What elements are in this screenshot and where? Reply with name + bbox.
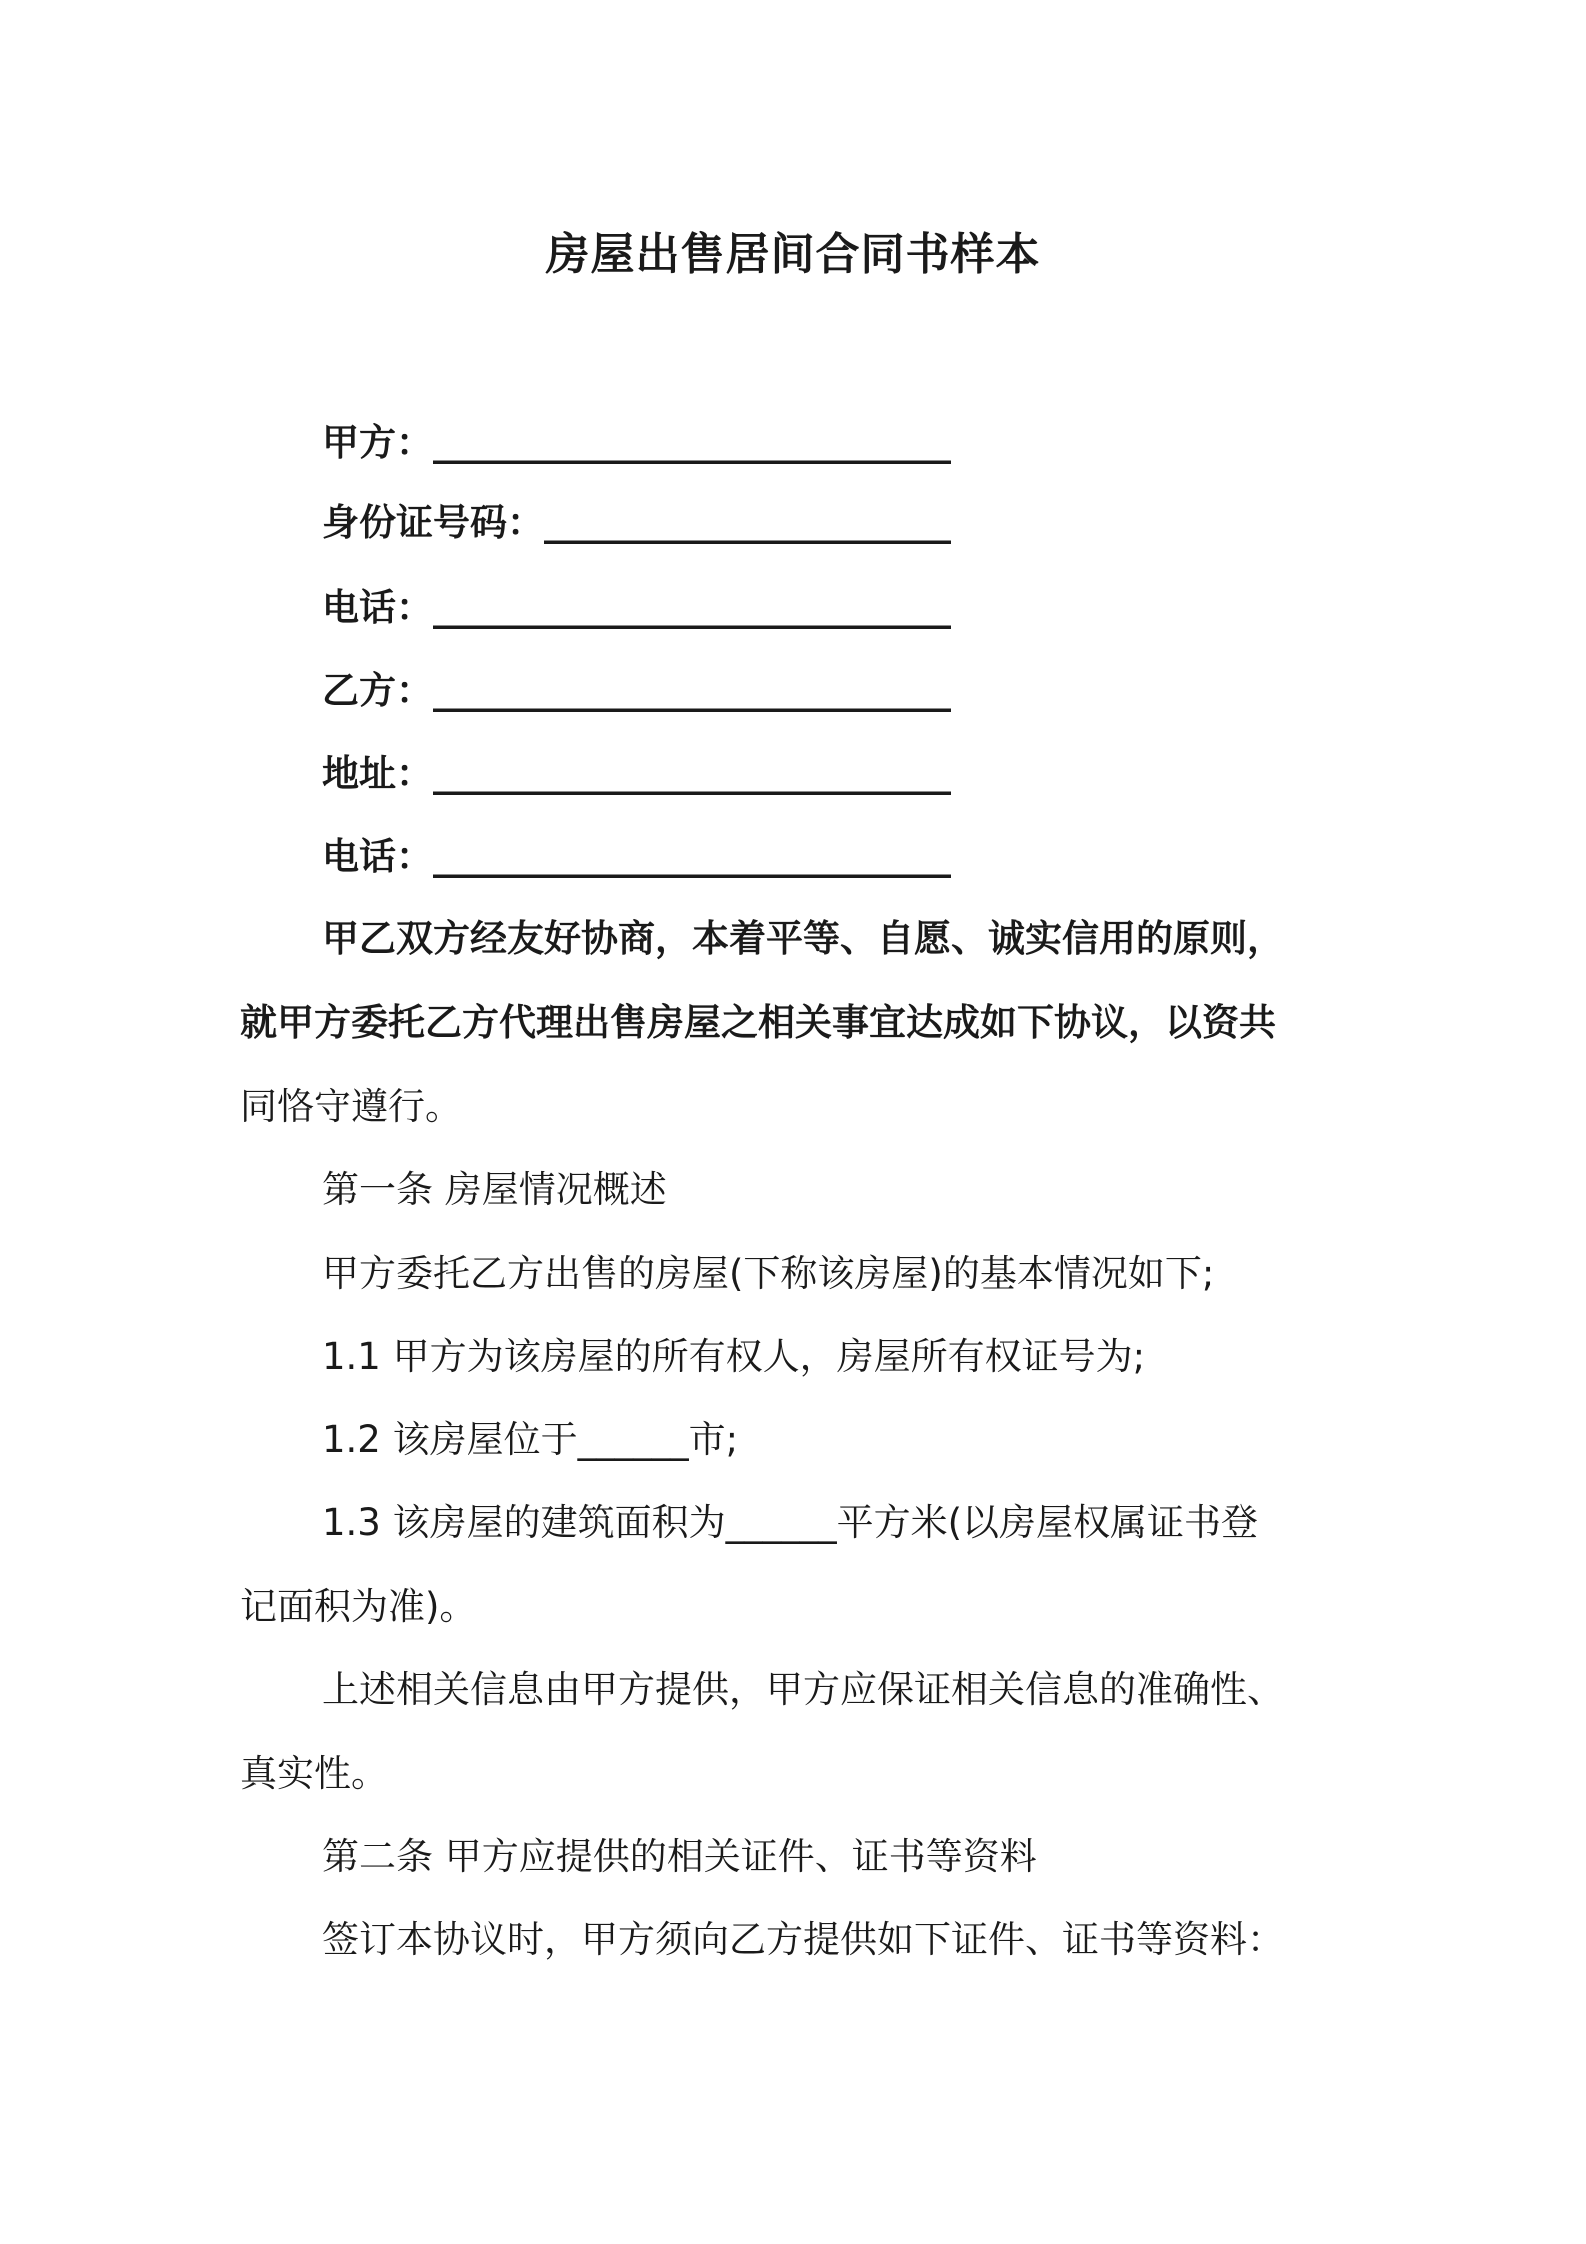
document-title: 房屋出售居间合同书样本 <box>545 229 1041 280</box>
intro-line-1: 甲乙双方经友好协商，本着平等、自愿、诚实信用的原则， <box>322 917 1284 960</box>
article-2-heading: 第二条 甲方应提供的相关证件、证书等资料 <box>322 1835 1037 1878</box>
field-address: 地址：____________________________ <box>322 752 951 795</box>
field-phone-b: 电话：____________________________ <box>322 835 951 878</box>
article-2-lead: 签订本协议时，甲方须向乙方提供如下证件、证书等资料： <box>322 1918 1284 1961</box>
article-1-heading: 第一条 房屋情况概述 <box>322 1168 667 1211</box>
field-party-a: 甲方：____________________________ <box>322 421 951 464</box>
field-id-number: 身份证号码：______________________ <box>322 501 951 544</box>
clause-1-1: 1.1 甲方为该房屋的所有权人，房屋所有权证号为; <box>322 1335 1146 1378</box>
clause-1-3-line-2: 记面积为准)。 <box>240 1585 477 1628</box>
clause-1-3-line-1: 1.3 该房屋的建筑面积为______平方米(以房屋权属证书登 <box>322 1501 1259 1544</box>
clause-1-2: 1.2 该房屋位于______市; <box>322 1418 739 1461</box>
note-line-2: 真实性。 <box>240 1752 388 1795</box>
article-1-lead: 甲方委托乙方出售的房屋(下称该房屋)的基本情况如下; <box>322 1252 1215 1295</box>
note-line-1: 上述相关信息由甲方提供，甲方应保证相关信息的准确性、 <box>322 1668 1284 1711</box>
intro-line-2: 就甲方委托乙方代理出售房屋之相关事宜达成如下协议，以资共 <box>240 1001 1276 1044</box>
field-party-b: 乙方：____________________________ <box>322 669 951 712</box>
intro-line-3: 同恪守遵行。 <box>240 1085 462 1128</box>
field-phone-a: 电话：____________________________ <box>322 586 951 629</box>
